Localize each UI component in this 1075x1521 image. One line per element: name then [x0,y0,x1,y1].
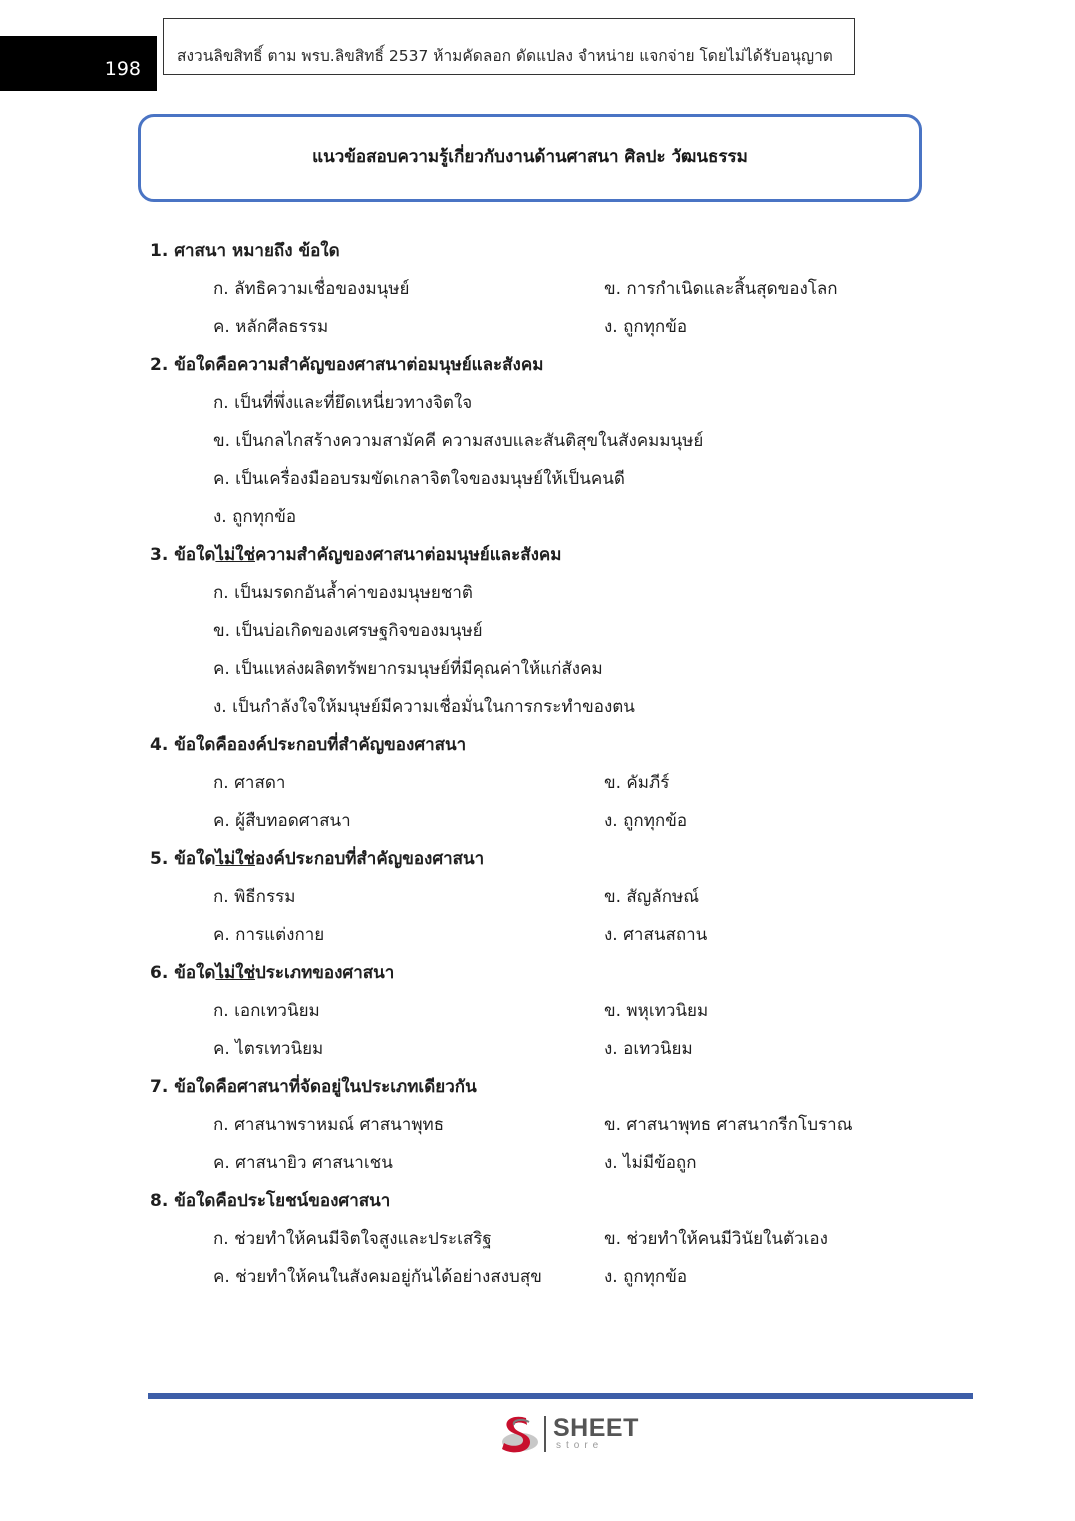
footer-rule [148,1393,973,1399]
answer-option: ก. ศาสนาพราหมณ์ ศาสนาพุทธ [213,1115,445,1135]
answer-option: ค. ผู้สืบทอดศาสนา [213,811,351,831]
option-row [0,1220,1075,1258]
option-row [0,764,1075,802]
answer-option: ข. การกำเนิดและสิ้นสุดของโลก [604,279,838,299]
question-text: ข้อใดคือความสำคัญของศาสนาต่อมนุษย์และสังคม [174,355,544,375]
answer-option: ก. ช่วยทำให้คนมีจิตใจสูงและประเสริฐ [213,1229,492,1249]
answer-option: ค. เป็นแหล่งผลิตทรัพยากรมนุษย์ที่มีคุณค่าให้แก่สังคม [213,659,603,679]
question-number: 7. [150,1077,169,1097]
answer-option: ง. ถูกทุกข้อ [213,507,297,527]
question-number: 1. [150,241,169,261]
answer-option: ค. ไตรเทวนิยม [213,1039,324,1059]
option-row [0,878,1075,916]
question-text: ศาสนา หมายถึง ข้อใด [174,241,340,261]
option-row [0,460,1075,498]
question-number: 6. [150,963,169,983]
footer-logo [496,1412,646,1458]
answer-option: ก. เอกเทวนิยม [213,1001,320,1021]
logo-divider [544,1416,546,1452]
answer-option: ค. ศาสนายิว ศาสนาเชน [213,1153,393,1173]
question-text-tail: องค์ประกอบที่สำคัญของศาสนา [255,849,485,869]
answer-option: ข. ศาสนาพุทธ ศาสนากรีกโบราณ [604,1115,853,1135]
option-row [0,422,1075,460]
option-row [0,384,1075,422]
question-number: 2. [150,355,169,375]
logo-subtitle: store [556,1440,604,1451]
option-row [0,1144,1075,1182]
question-8 [0,1182,1075,1220]
option-row [0,650,1075,688]
option-row [0,308,1075,346]
answer-option: ข. พหุเทวนิยม [604,1001,709,1021]
sheet-store-logo-icon [496,1412,540,1456]
question-7 [0,1068,1075,1106]
option-row [0,612,1075,650]
question-text: ข้อใดคือประโยชน์ของศาสนา [174,1191,391,1211]
answer-option: ข. สัญลักษณ์ [604,887,699,907]
answer-option: ข. เป็นกลไกสร้างความสามัคคี ความสงบและสันติสุขในสังคมมนุษย์ [213,431,704,451]
answer-option: ง. ไม่มีข้อถูก [604,1153,697,1173]
question-text-tail: ประเภทของศาสนา [255,963,395,983]
answer-option: ง. เป็นกำลังใจให้มนุษย์มีความเชื่อมั่นในการกระทำของตน [213,697,635,717]
option-row [0,498,1075,536]
option-row [0,688,1075,726]
question-emphasis: ไม่ใช่ [215,963,255,983]
option-row [0,1030,1075,1068]
question-number: 5. [150,849,169,869]
answer-option: ข. ช่วยทำให้คนมีวินัยในตัวเอง [604,1229,828,1249]
question-emphasis: ไม่ใช่ [215,545,255,565]
option-row [0,574,1075,612]
question-text-tail: ความสำคัญของศาสนาต่อมนุษย์และสังคม [255,545,562,565]
answer-option: ง. อเทวนิยม [604,1039,693,1059]
question-number: 8. [150,1191,169,1211]
answer-option: ก. ศาสดา [213,773,286,793]
option-row [0,1106,1075,1144]
answer-option: ก. ลัทธิความเชื่อของมนุษย์ [213,279,410,299]
question-number: 3. [150,545,169,565]
question-2 [0,346,1075,384]
answer-option: ค. การแต่งกาย [213,925,325,945]
answer-option: ก. พิธีกรรม [213,887,296,907]
question-3 [0,536,1075,574]
option-row [0,992,1075,1030]
question-list [0,232,1075,1296]
answer-option: ข. เป็นบ่อเกิดของเศรษฐกิจของมนุษย์ [213,621,483,641]
answer-option: ก. เป็นมรดกอันล้ำค่าของมนุษยชาติ [213,583,473,603]
option-row [0,270,1075,308]
answer-option: ง. ศาสนสถาน [604,925,708,945]
question-number: 4. [150,735,169,755]
copyright-notice: สงวนลิขสิทธิ์ ตาม พรบ.ลิขสิทธิ์ 2537 ห้ามคัดลอก ดัดแปลง จำหน่าย แจกจ่าย โดยไม่ได้รับอนุญาต [163,18,855,75]
question-6 [0,954,1075,992]
question-4 [0,726,1075,764]
answer-option: ง. ถูกทุกข้อ [604,1267,688,1287]
answer-option: ง. ถูกทุกข้อ [604,317,688,337]
question-text: ข้อใด [174,849,216,869]
logo-wordmark: SHEET [553,1414,639,1442]
option-row [0,1258,1075,1296]
question-text: ข้อใด [174,963,216,983]
answer-option: ค. ช่วยทำให้คนในสังคมอยู่กันได้อย่างสงบสุข [213,1267,542,1287]
answer-option: ค. เป็นเครื่องมืออบรมขัดเกลาจิตใจของมนุษย์ให้เป็นคนดี [213,469,625,489]
answer-option: ข. คัมภีร์ [604,773,670,793]
answer-option: ค. หลักศีลธรรม [213,317,329,337]
question-text: ข้อใด [174,545,216,565]
question-text: ข้อใดคือองค์ประกอบที่สำคัญของศาสนา [174,735,467,755]
option-row [0,916,1075,954]
question-emphasis: ไม่ใช่ [215,849,255,869]
question-5 [0,840,1075,878]
answer-option: ก. เป็นที่พึ่งและที่ยึดเหนี่ยวทางจิตใจ [213,393,473,413]
question-text: ข้อใดคือศาสนาที่จัดอยู่ในประเภทเดียวกัน [174,1077,477,1097]
page-number: 198 [0,36,157,91]
answer-option: ง. ถูกทุกข้อ [604,811,688,831]
option-row [0,802,1075,840]
section-title: แนวข้อสอบความรู้เกี่ยวกับงานด้านศาสนา ศิลปะ วัฒนธรรม [138,114,922,202]
question-1 [0,232,1075,270]
